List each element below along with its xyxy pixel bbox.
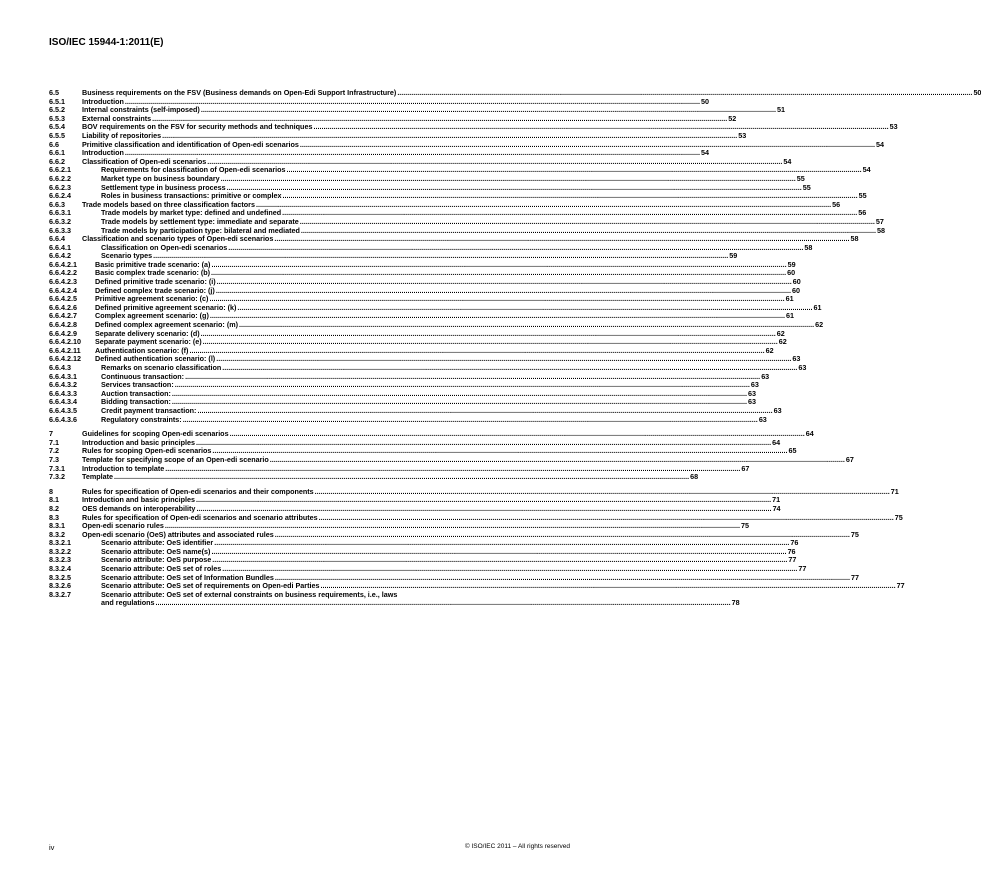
toc-entry-number: 8.3.2.4 xyxy=(49,564,71,574)
toc-entry-page: 62 xyxy=(778,337,787,347)
toc-leader-dots xyxy=(114,473,689,482)
toc-entry-title: Trade models by market type: defined and undefined xyxy=(101,208,282,218)
toc-entry-number: 6.6.4.3.3 xyxy=(49,388,77,398)
toc-entry-page: 65 xyxy=(788,446,797,456)
toc-entry-title: Separate delivery scenario: (d) xyxy=(95,328,200,338)
toc-entry-title: Business requirements on the FSV (Business demands on Open-Edi Support Infrastructure) xyxy=(82,88,397,97)
toc-entry-page: 61 xyxy=(785,294,794,304)
toc-entry-title: Scenario attribute: OeS set of external constraints on business requirements, i.e., laws xyxy=(101,589,398,599)
toc-entry-page: 77 xyxy=(896,581,905,591)
toc-leader-dots xyxy=(320,582,895,591)
toc-entry-title: Introduction to template xyxy=(82,463,165,473)
toc-entry-number: 6.6.4.2.12 xyxy=(49,354,81,364)
toc-entry-number: 6.6.4.2.11 xyxy=(49,345,81,355)
toc-entry-page: 52 xyxy=(728,113,737,123)
toc-entry-title: Authentication scenario: (f) xyxy=(95,345,189,355)
toc-entry-number: 6.6.4.2.1 xyxy=(49,259,77,269)
toc-entry-title: Regulatory constraints: xyxy=(101,414,182,424)
toc-entry-page: 62 xyxy=(765,345,774,355)
toc-entry-number: 6.5.1 xyxy=(49,96,65,106)
table-of-contents xyxy=(49,88,981,608)
toc-entry-page: 55 xyxy=(802,182,811,192)
toc-entry-title: Classification of Open-edi scenarios xyxy=(82,156,207,166)
toc-entry-page: 77 xyxy=(851,572,860,582)
toc-entry-title: Introduction and basic principles xyxy=(82,437,196,447)
toc-entry-number: 6.6.4.2.5 xyxy=(49,294,77,304)
toc-entry-page: 56 xyxy=(832,199,841,209)
toc-entry-page: 77 xyxy=(788,555,797,565)
toc-entry-page: 53 xyxy=(738,130,747,140)
toc-entry-title: OES demands on interoperability xyxy=(82,503,196,513)
toc-entry-number: 7.3.1 xyxy=(49,463,65,473)
toc-entry-title: Rules for specification of Open-edi scenarios and their components xyxy=(82,486,314,496)
toc-entry-number: 6.6.4.2.9 xyxy=(49,328,77,338)
toc-entry-page: 60 xyxy=(792,277,801,287)
toc-entry-title: Scenario attribute: OeS set of requirements on Open-edi Parties xyxy=(101,581,320,591)
toc-entry-number: 6.5.5 xyxy=(49,130,65,140)
toc-entry-number: 8.3.2.5 xyxy=(49,572,71,582)
toc-entry-page: 62 xyxy=(815,320,824,330)
toc-entry-title: BOV requirements on the FSV for security methods and techniques xyxy=(82,122,313,132)
toc-entry-page: 54 xyxy=(862,165,871,175)
toc-entry-number: 6.6.2.1 xyxy=(49,165,71,175)
toc-entry-page: 76 xyxy=(787,546,796,556)
toc-entry-title: Market type on business boundary xyxy=(101,173,220,183)
toc-entry-title: Basic primitive trade scenario: (a) xyxy=(95,259,211,269)
toc-entry-page: 58 xyxy=(850,234,859,244)
toc-entry-page: 54 xyxy=(876,139,884,149)
toc-entry-title: Basic complex trade scenario: (b) xyxy=(95,268,211,278)
toc-entry-page: 67 xyxy=(741,463,750,473)
toc-entry-page: 54 xyxy=(783,156,792,166)
toc-entry-title: Trade models by participation type: bilateral and mediated xyxy=(101,225,300,235)
toc-entry-title: Defined complex agreement scenario: (m) xyxy=(95,320,238,330)
toc-entry-page: 50 xyxy=(701,96,710,106)
toc-entry-page: 63 xyxy=(758,414,767,424)
toc-entry-title: Separate payment scenario: (e) xyxy=(95,337,202,347)
toc-entry-page: 50 xyxy=(973,88,981,97)
toc-entry-number: 6.6.4.3.5 xyxy=(49,405,77,415)
toc-entry-number: 6.6.4.2.8 xyxy=(49,320,77,330)
toc-entry-page: 74 xyxy=(772,503,781,513)
toc-leader-dots xyxy=(183,416,758,425)
toc-entry-page: 64 xyxy=(805,429,814,439)
toc-entry-number: 8 xyxy=(49,486,53,496)
toc-entry-page: 78 xyxy=(731,598,740,608)
toc-entry-page: 75 xyxy=(850,529,859,539)
toc-entry-number: 7.3 xyxy=(49,454,59,464)
toc-entry-page: 55 xyxy=(796,173,805,183)
toc-entry-title: Requirements for classification of Open-edi scenarios xyxy=(101,165,286,175)
toc-leader-dots xyxy=(156,599,731,608)
toc-entry-number: 6.5 xyxy=(49,88,59,97)
toc-entry-title: Open-edi scenario (OeS) attributes and associated rules xyxy=(82,529,274,539)
toc-entry-number: 6.6.4.2.4 xyxy=(49,285,77,295)
toc-entry-title: Open-edi scenario rules xyxy=(82,521,164,531)
toc-entry-number: 6.6.4.2 xyxy=(49,251,71,261)
toc-entry-title: Guidelines for scoping Open-edi scenarios xyxy=(82,429,229,439)
toc-entry-number: 6.6.4.3.6 xyxy=(49,414,77,424)
toc-entry-number: 7.3.2 xyxy=(49,472,65,482)
toc-entry-title: Scenario attribute: OeS set of roles xyxy=(101,564,222,574)
toc-entry-title: Liability of repositories xyxy=(82,130,162,140)
toc-entry-title: Trade models based on three classification factors xyxy=(82,199,255,209)
toc-entry-page: 51 xyxy=(776,105,785,115)
toc-entry-page: 76 xyxy=(790,538,799,548)
toc-entry-page: 67 xyxy=(845,454,854,464)
toc-entry-number: 6.6.4.3.2 xyxy=(49,380,77,390)
toc-entry-page: 53 xyxy=(889,122,898,132)
toc-entry-page: 63 xyxy=(748,397,757,407)
toc-entry-number: 6.6.2 xyxy=(49,156,65,166)
toc-entry-number: 8.3 xyxy=(49,512,59,522)
toc-entry-page: 54 xyxy=(701,148,710,158)
toc-entry-number: 6.6.4.2.10 xyxy=(49,337,81,347)
toc-entry-number: 6.6.3.3 xyxy=(49,225,71,235)
toc-entry-title: Complex agreement scenario: (g) xyxy=(95,311,209,321)
toc-entry-number: 8.3.2 xyxy=(49,529,65,539)
toc-entry-number: 8.3.2.6 xyxy=(49,581,71,591)
toc-entry-page: 60 xyxy=(787,268,796,278)
toc-entry-number: 6.6.3.1 xyxy=(49,208,71,218)
toc-entry-title: Scenario attribute: OeS identifier xyxy=(101,538,214,548)
toc-entry-page: 63 xyxy=(750,380,759,390)
toc-entry-title: Trade models by settlement type: immediate and separate xyxy=(101,216,299,226)
toc-entry-number: 8.3.1 xyxy=(49,521,65,531)
toc-entry[interactable] xyxy=(49,414,767,425)
toc-entry-number: 7.1 xyxy=(49,437,59,447)
document-id-header: ISO/IEC 15944-1:2011(E) xyxy=(49,37,164,48)
toc-entry-page: 58 xyxy=(877,225,886,235)
toc-entry-title: Scenario attribute: OeS name(s) xyxy=(101,546,211,556)
toc-entry-number: 6.6.4.2.6 xyxy=(49,302,77,312)
toc-entry-page: 56 xyxy=(858,208,867,218)
toc-entry-title: Primitive classification and identification of Open-edi scenarios xyxy=(82,139,299,149)
toc-entry-page: 57 xyxy=(875,216,884,226)
toc-entry-number: 6.5.2 xyxy=(49,105,65,115)
toc-entry-title: Continuous transaction: xyxy=(101,371,185,381)
toc-entry-page: 75 xyxy=(741,521,750,531)
toc-entry-number: 6.6.4.2.7 xyxy=(49,311,77,321)
toc-entry-number: 7 xyxy=(49,429,53,439)
toc-entry-title: Roles in business transactions: primitive or complex xyxy=(101,191,282,201)
toc-entry-title: Template for specifying scope of an Open-edi scenario xyxy=(82,454,269,464)
toc-entry-title-continued: and regulations xyxy=(101,598,155,608)
toc-entry-number: 6.6 xyxy=(49,139,59,149)
toc-entry-title: External constraints xyxy=(82,113,152,123)
toc-entry-title: Scenario attribute: OeS purpose xyxy=(101,555,212,565)
toc-entry-page: 62 xyxy=(776,328,785,338)
toc-entry-title: Defined authentication scenario: (l) xyxy=(95,354,216,364)
toc-entry-title: Credit payment transaction: xyxy=(101,405,197,415)
toc-entry-title: Classification and scenario types of Open-edi scenarios xyxy=(82,234,274,244)
toc-entry-number: 6.6.4.3.4 xyxy=(49,397,77,407)
toc-entry-number: 6.6.3.2 xyxy=(49,216,71,226)
toc-entry-number: 6.6.2.2 xyxy=(49,173,71,183)
toc-entry-page: 77 xyxy=(798,564,807,574)
toc-entry-page: 64 xyxy=(772,437,781,447)
toc-entry-page: 63 xyxy=(773,405,782,415)
toc-entry-number: 6.6.4.2.2 xyxy=(49,268,77,278)
copyright-footer: © ISO/IEC 2011 – All rights reserved xyxy=(464,843,570,850)
toc-entry-page: 63 xyxy=(798,363,807,372)
toc-entry-title: Introduction and basic principles xyxy=(82,495,196,505)
toc-entry-number: 6.6.4.3.1 xyxy=(49,371,77,381)
toc-entry-number: 6.5.4 xyxy=(49,122,65,132)
toc-entry-title: Internal constraints (self-imposed) xyxy=(82,105,200,115)
toc-entry-number: 6.6.1 xyxy=(49,148,65,158)
toc-entry-title: Rules for scoping Open-edi scenarios xyxy=(82,446,212,456)
toc-entry-number: 7.2 xyxy=(49,446,59,456)
toc-entry-page: 61 xyxy=(785,311,794,321)
toc-entry-page: 75 xyxy=(894,512,903,522)
toc-entry-number: 8.3.2.2 xyxy=(49,546,71,556)
toc-entry-title: Services transaction: xyxy=(101,380,174,390)
toc-entry-number: 8.2 xyxy=(49,503,59,513)
toc-entry-title: Introduction xyxy=(82,148,124,158)
toc-entry-page: 71 xyxy=(772,495,781,505)
toc-entry-number: 6.6.4.2.3 xyxy=(49,277,77,287)
toc-entry-title: Bidding transaction: xyxy=(101,397,171,407)
toc-entry-title: Settlement type in business process xyxy=(101,182,226,192)
toc-entry-number: 6.5.3 xyxy=(49,113,65,123)
toc-entry-title: Defined complex trade scenario: (j) xyxy=(95,285,215,295)
toc-entry-number: 6.6.4.1 xyxy=(49,242,71,252)
toc-entry[interactable] xyxy=(49,589,740,608)
toc-entry-page: 63 xyxy=(792,354,801,364)
toc-entry-title: Defined primitive trade scenario: (i) xyxy=(95,277,216,287)
toc-entry-number: 6.6.2.4 xyxy=(49,191,71,201)
toc-entry-title: Auction transaction: xyxy=(101,388,171,398)
toc-entry-page: 58 xyxy=(804,242,813,252)
toc-entry-page: 60 xyxy=(791,285,800,295)
toc-entry-title: Defined primitive agreement scenario: (k) xyxy=(95,302,237,312)
toc-entry-number: 8.3.2.3 xyxy=(49,555,71,565)
toc-entry-page: 59 xyxy=(729,251,738,261)
toc-entry-page: 55 xyxy=(858,191,867,201)
toc-entry-title: Scenario types xyxy=(101,251,153,261)
toc-entry[interactable] xyxy=(49,472,699,482)
toc-entry-page: 61 xyxy=(813,302,822,312)
toc-entry-page: 71 xyxy=(890,486,899,496)
toc-entry-title: Classification on Open-edi scenarios xyxy=(101,242,228,252)
toc-entry-number: 6.6.2.3 xyxy=(49,182,71,192)
toc-entry-number: 6.6.4.3 xyxy=(49,363,71,372)
toc-entry-number: 6.6.3 xyxy=(49,199,65,209)
toc-entry-page: 68 xyxy=(690,472,699,482)
toc-entry-page: 59 xyxy=(787,259,796,269)
toc-entry-title: Rules for specification of Open-edi scenarios and scenario attributes xyxy=(82,512,318,522)
toc-entry-title: Remarks on scenario classification xyxy=(101,363,222,372)
toc-entry-number: 8.1 xyxy=(49,495,59,505)
toc-entry-title: Template xyxy=(82,472,114,482)
toc-entry-title: Primitive agreement scenario: (c) xyxy=(95,294,209,304)
toc-entry-page: 63 xyxy=(761,371,770,381)
page-number-footer: iv xyxy=(49,843,55,852)
toc-entry-number: 8.3.2.7 xyxy=(49,589,71,599)
toc-entry-number: 6.6.4 xyxy=(49,234,65,244)
toc-entry-page: 63 xyxy=(748,388,757,398)
toc-entry-number: 8.3.2.1 xyxy=(49,538,71,548)
toc-entry-title: Scenario attribute: OeS set of Information Bundles xyxy=(101,572,274,582)
toc-entry-title: Introduction xyxy=(82,96,124,106)
